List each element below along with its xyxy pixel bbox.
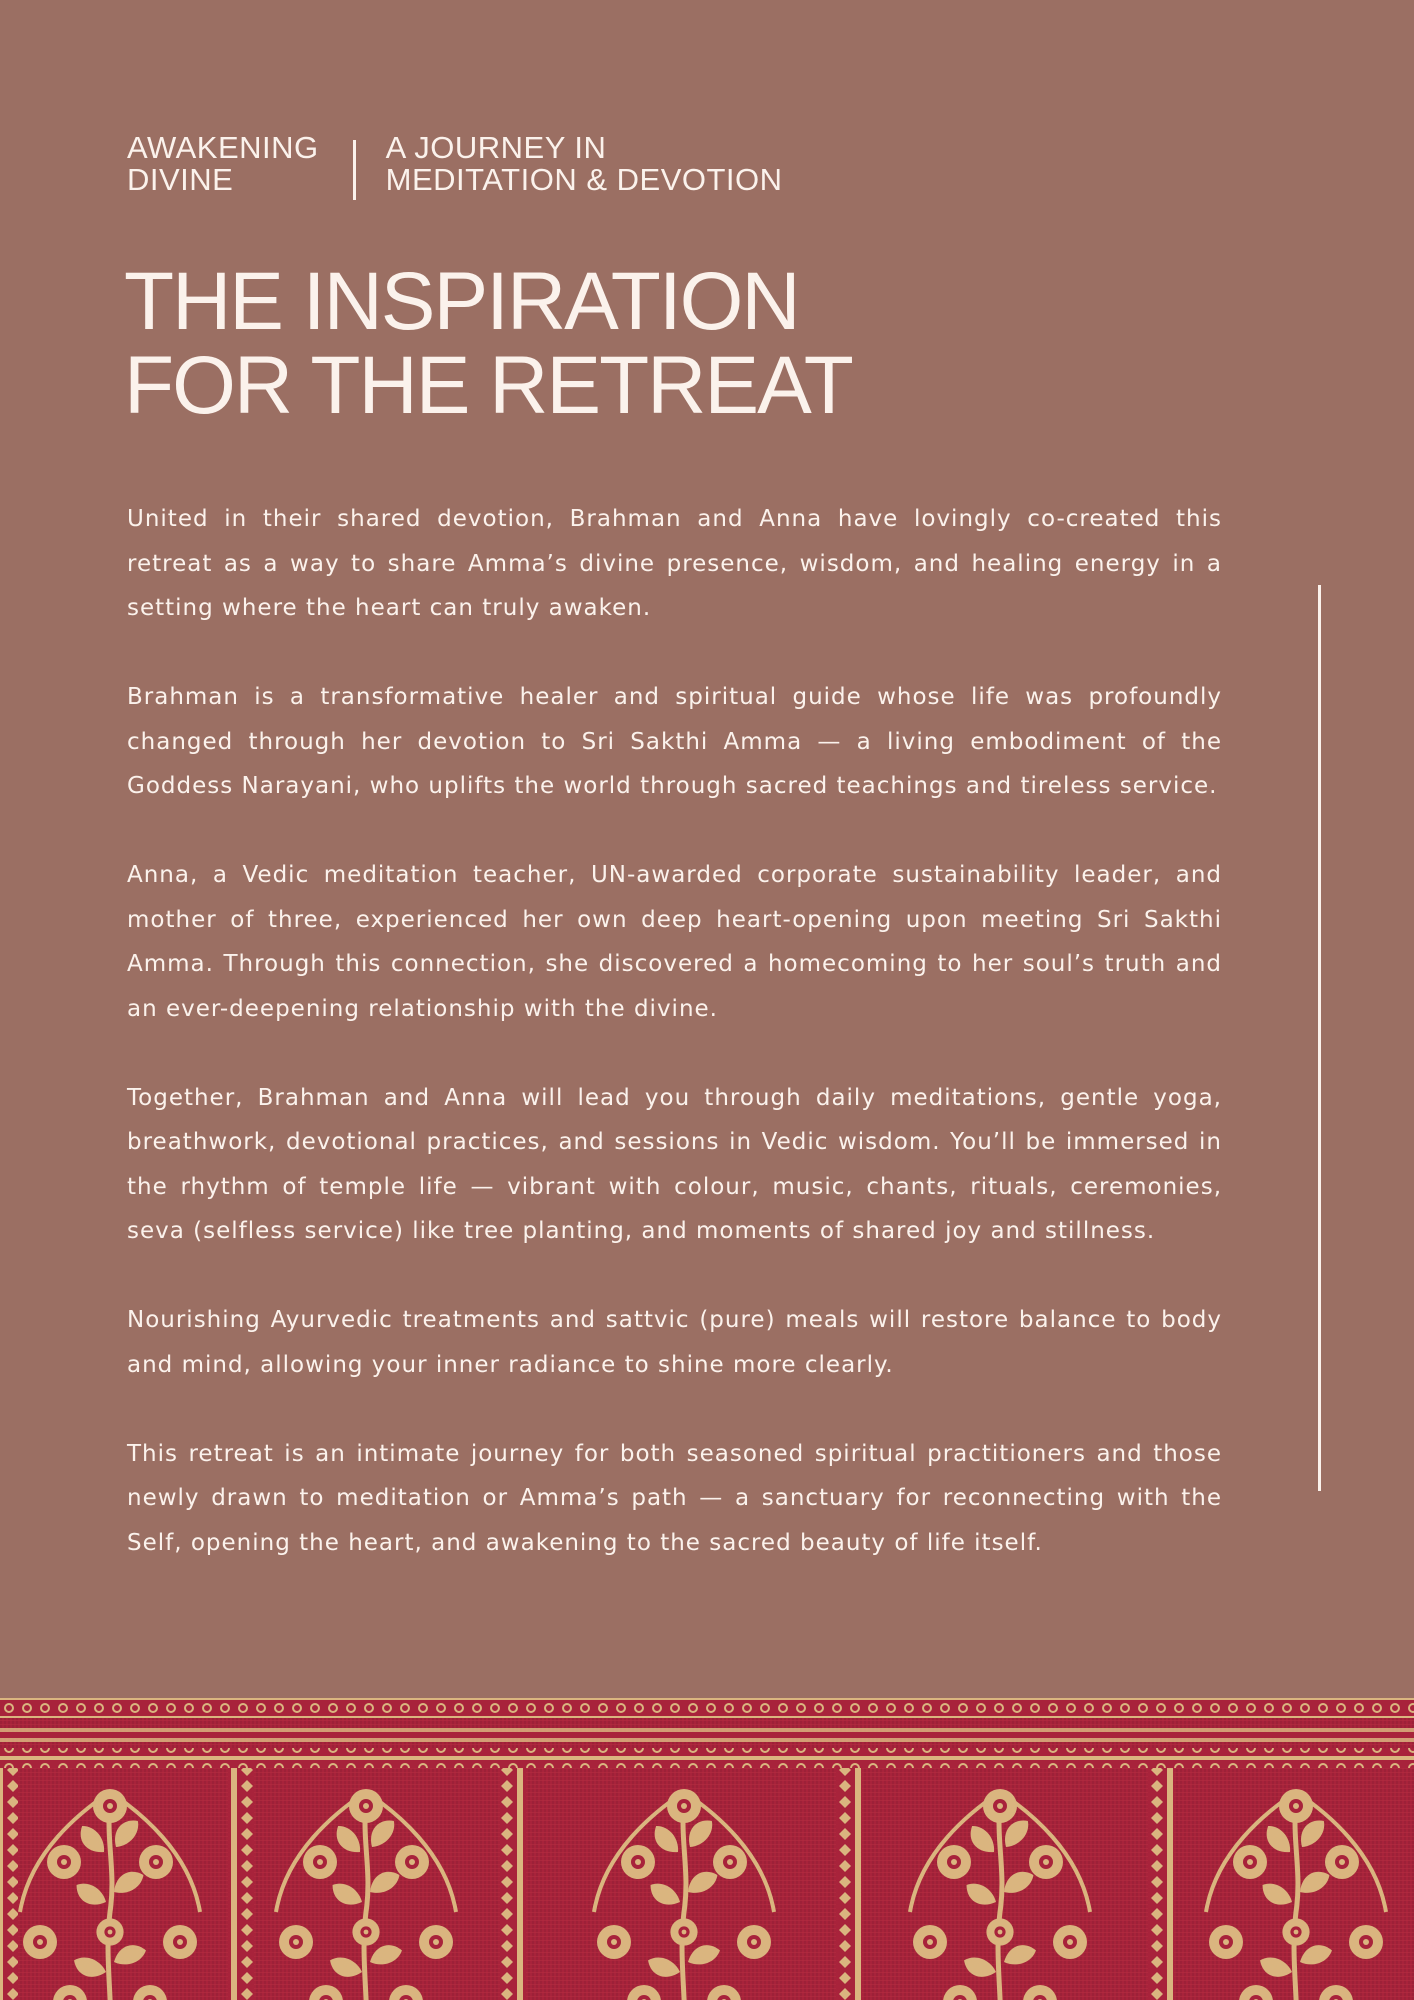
- tagline-line1: A JOURNEY IN: [385, 130, 607, 165]
- page-title-line2: FOR THE RETREAT: [124, 340, 852, 431]
- decorative-vertical-line: [1318, 585, 1321, 1491]
- paragraph-anna: Anna, a Vedic meditation teacher, UN-awarded corporate sustainability leader, and mother of three, experienced her own deep heart-opening upon meeting Sri Sakthi Amma. Through this connection, she discovered a homecoming to her soul’s truth and an ever-deepening relationship with the divine.: [127, 862, 1222, 1022]
- brand-name: [127, 132, 319, 196]
- paragraph-closing: This retreat is an intimate journey for both seasoned spiritual practitioners and those newly drawn to meditation or Amma’s path — a sanctuary for reconnecting with the Self, opening the heart, and awakening to the sacred beauty of life itself.: [127, 1440, 1222, 1556]
- brand-name-line1: AWAKENING: [127, 130, 319, 165]
- paragraph-intro: United in their shared devotion, Brahman and Anna have lovingly co-created this retreat as a way to share Amma’s divine presence, wisdom, and healing energy in a setting where the heart can truly awaken.: [127, 506, 1222, 621]
- tagline-line2: MEDITATION & DEVOTION: [385, 162, 783, 197]
- tagline: [386, 132, 783, 196]
- brand-name-line2: DIVINE: [127, 162, 234, 197]
- page-title: [124, 256, 852, 431]
- paragraph-nourishing: Nourishing Ayurvedic treatments and sattvic (pure) meals will restore balance to body and mind, allowing your inner radiance to shine more clearly.: [127, 1307, 1222, 1378]
- header-divider: [353, 140, 356, 200]
- header: [127, 132, 783, 200]
- body-text: [127, 497, 1222, 1610]
- page-title-line1: THE INSPIRATION: [124, 256, 799, 347]
- paragraph-brahman: Brahman is a transformative healer and spiritual guide whose life was profoundly changed through her devotion to Sri Sakthi Amma — a living embodiment of the Goddess Narayani, who uplifts the world through sacred teachings and tireless service.: [127, 684, 1222, 799]
- textile-pattern-image: [0, 1698, 1414, 2000]
- paragraph-together: Together, Brahman and Anna will lead you through daily meditations, gentle yoga, breathwork, devotional practices, and sessions in Vedic wisdom. You’ll be immersed in the rhythm of temple life — vibrant with colour, music, chants, rituals, ceremonies, seva (selfless service) like tree planting, and moments of shared joy and stillness.: [127, 1084, 1222, 1244]
